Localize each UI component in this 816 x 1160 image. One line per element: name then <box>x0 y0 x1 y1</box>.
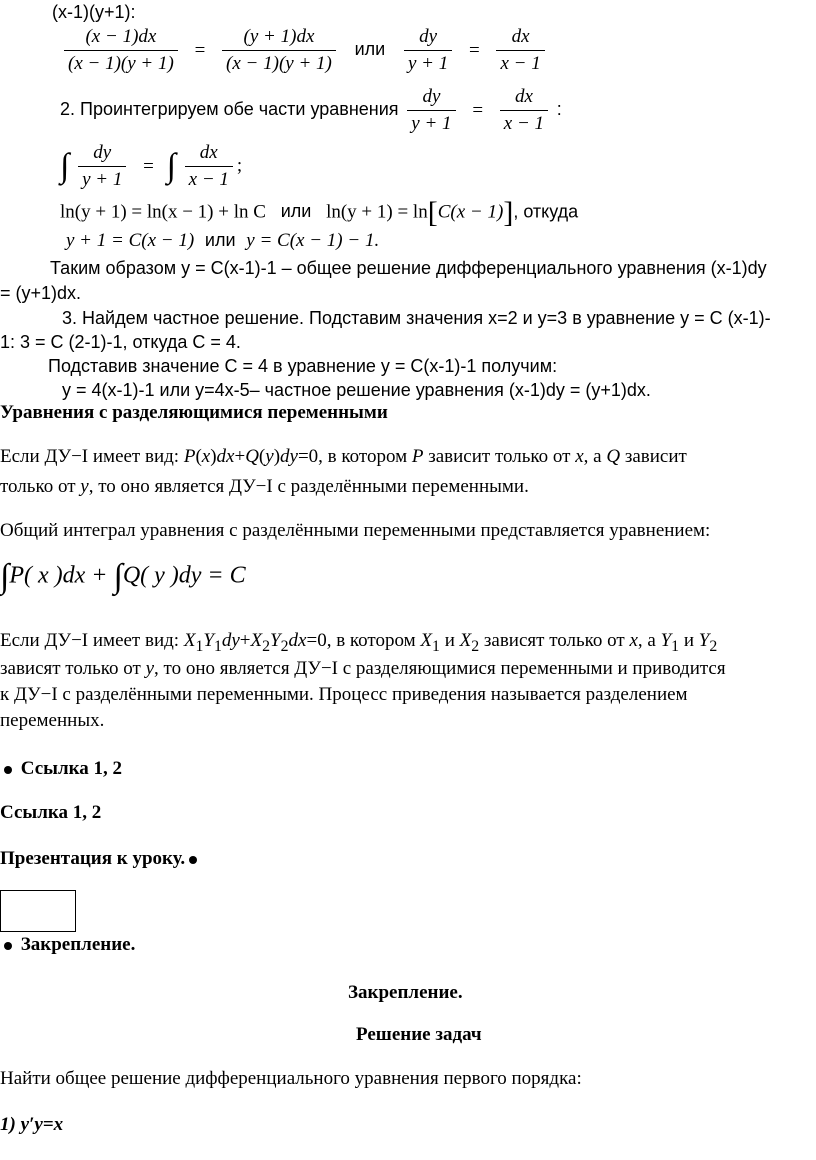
integral-equation: ∫ $\frac{dy}{y + 1}$ = ∫ $\frac{dx}{x - 1}$ ; <box>60 142 243 190</box>
p1-line1: Если ДУ−I имеет вид: P(x)dx+Q(y)dy=0, в котором P зависит только от x, а Q зависит <box>0 446 687 467</box>
p3-line2: зависят только от y, то оно является ДУ−I с разделяющимися переменными и приводится <box>0 658 726 679</box>
ln-line: ln(y + 1) = ln(x − 1) + ln C или ln(y + 1) = ln[C(x − 1)], откуда <box>60 196 579 229</box>
p3-line4: переменных. <box>0 710 105 731</box>
result-text: y = 4(x-1)-1 или y=4x-5– частное решение уравнения (x-1)dy = (y+1)dx. <box>62 380 651 400</box>
p1-line2: только от y, то оно является ДУ−I с разделёнными переменными. <box>0 476 529 497</box>
general-integral-formula: ∫P( x )dx + ∫Q( y )dy = C <box>0 558 246 595</box>
zakr-bullet-item: Закрепление. <box>0 934 135 956</box>
substitution-text: Подставив значение C = 4 в уравнение y = C(x-1)-1 получим: <box>48 356 558 376</box>
fraction: $\frac{dy}{y + 1}$ <box>407 86 455 135</box>
presentation-link[interactable]: Презентация к уроку. <box>0 848 201 870</box>
general-solution-text-cont: = (y+1)dx. <box>0 283 82 303</box>
link-1[interactable]: Ссылка 1, 2 <box>0 758 122 780</box>
solve-title: Решение задач <box>356 1024 482 1045</box>
fraction: $\frac{dy}{y + 1}$ <box>404 26 452 75</box>
fraction: $\frac{dy}{y + 1}$ <box>78 142 126 191</box>
general-solution-text: Таким образом y = C(x-1)-1 – общее решение дифференциального уравнения (x-1)dy <box>50 258 767 278</box>
fraction: $\frac{dx}{x - 1}$ <box>496 26 544 75</box>
fraction: $\frac{dx}{x - 1}$ <box>500 86 548 135</box>
bullet-icon <box>4 766 12 774</box>
particular-solution-text: 3. Найдем частное решение. Подставим значения x=2 и y=3 в уравнение y = C (x-1)- <box>62 308 771 328</box>
fraction: $\frac{(x - 1)dx}{(x - 1)(y + 1)}$ <box>64 26 178 75</box>
section-heading: Уравнения с разделяющимися переменными <box>0 402 388 423</box>
task-intro: Найти общее решение дифференциального уравнения первого порядка: <box>0 1068 582 1089</box>
step1-head: (x-1)(y+1): <box>52 2 136 22</box>
particular-solution-text-cont: 1: 3 = C (2-1)-1, откуда C = 4. <box>0 332 241 352</box>
result-line: y + 1 = C(x − 1) или y = C(x − 1) − 1. <box>66 230 380 251</box>
p3-line3: к ДУ−I с разделёнными переменными. Процесс приведения называется разделением <box>0 684 688 705</box>
fraction: $\frac{(y + 1)dx}{(x - 1)(y + 1)}$ <box>222 26 336 75</box>
p2: Общий интеграл уравнения с разделёнными переменными представляется уравнением: <box>0 520 711 541</box>
fraction: $\frac{dx}{x - 1}$ <box>185 142 233 191</box>
bullet-icon <box>4 942 12 950</box>
p3-line1: Если ДУ−I имеет вид: $X_1Y_1dy+X_2Y_2dx=0$, в котором $X_1$ и $X_2$ зависят только от x, а $Y_1$ и $Y_2$ <box>0 630 718 655</box>
bullet-icon <box>189 856 197 864</box>
step2-line: 2. Проинтегрируем обе части уравнения $\frac{dy}{y + 1}$ = $\frac{dx}{x - 1}$ : <box>60 86 562 134</box>
task-1: 1) y′y=x <box>0 1114 64 1135</box>
image-placeholder <box>0 890 76 932</box>
zakr-title: Закрепление. <box>348 982 463 1003</box>
step1-equation: $\frac{(x - 1)dx}{(x - 1)(y + 1)}$ = $\frac{(y + 1)dx}{(x - 1)(y + 1)}$ или $\frac{dy}{y + 1}$ = $\frac{dx}{x - 1}$ <box>60 26 549 75</box>
link-2[interactable]: Ссылка 1, 2 <box>0 802 102 823</box>
